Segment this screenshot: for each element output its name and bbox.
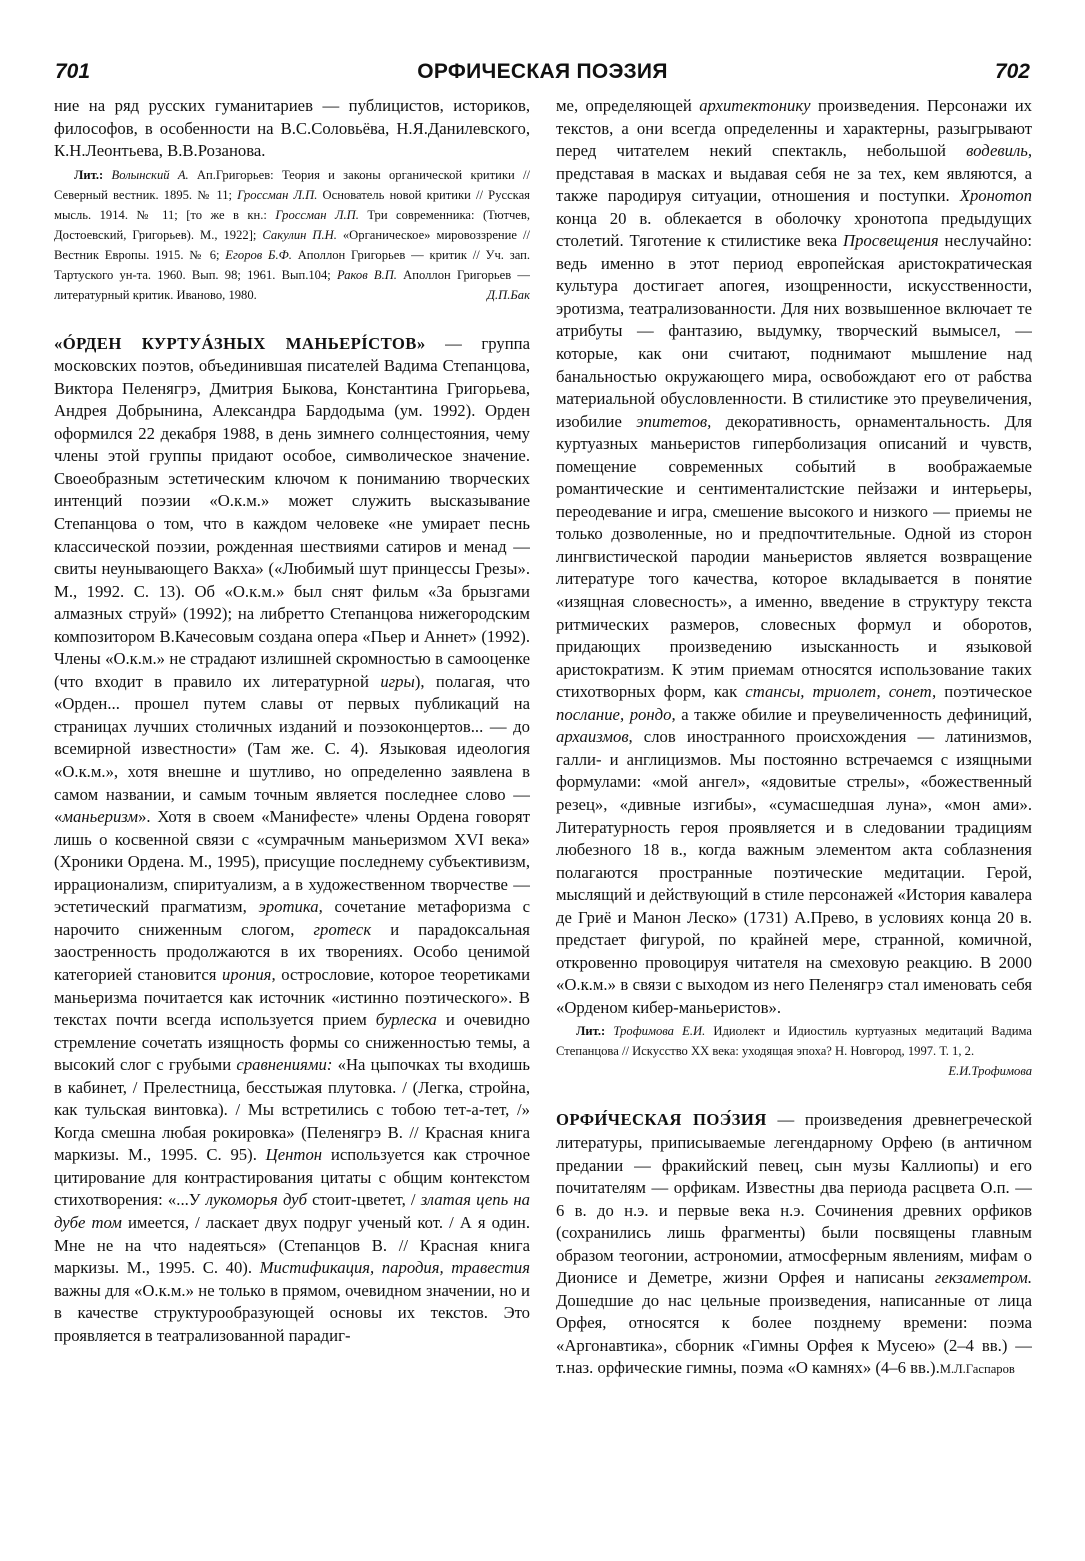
entry-term: стансы, триолет, сонет, <box>745 682 937 702</box>
entry-text: и парадоксальная заостренность продолжаются в их творениях. Особо ценимой категорией становится <box>54 919 530 984</box>
entry-text: ме, определяющей <box>556 96 700 115</box>
entry-term: Центон <box>265 1145 323 1165</box>
bib-text: Три современника: (Тютчев, Достоевский, Григорьев). М., 1922]; <box>54 207 530 242</box>
entry-text: — группа московских поэтов, объединившая писателей Вадима Степанцова, Виктора Пеленягрэ, Дмитрия Быкова, Константина Григорьева, Андрея Добрынина, Александра Бардодыма (ум. 1992). Орден оформился 22 декабря 1988, в день зимнего солнцестояния, чему члены этой группы придают особое, символическое значение. Своеобразным эстетическим ключом к пониманию творческих интенций поэзии «О.к.м.» может служить высказывание Степанцова о том, что в каждом человеке «не умирает песнь классической поэзии, рожденная шествиями сатиров и менад — свиты неунывающего Вакха» («Любимый шут принцессы Грезы». М., 1992. С. 13). Об «О.к.м.» был снят фильм «За брызгами алмазных струй» (1992); на либретто Степанцова нижегородским композитором В.Качесовым создана опера «Пьер и Аннет» (1992). Члены «О.к.м.» не страдают излишней скромностью в самооценке (что входит в правило их литературной <box>54 333 530 691</box>
entry-term: водевиль, <box>966 141 1032 161</box>
entry-text: — произведения древнегреческой литературы, приписываемые легендарному Орфею (в античном предании — фракийский певец, сын музы Каллиопы) и его почитателям — орфикам. Известны два периода расцвета О.п. — 6 в. до н.э. и первые века н.э. Сочинения древних орфиков (сохранились лишь фрагменты) были посвящены главным образом теогонии, астрономии, атмосферным явлениям, мифам о Дионисе и Деметре, жизни Орфея и написаны <box>556 1110 1032 1288</box>
entry-text: ». Хотя в своем «Манифесте» члены Ордена говорят лишь о косвенной связи с «сумрачным маньеризмом XVI века» (Хроники Ордена. М., 1995), присущие последнему субъективизм, иррационализм, спиритуализм, а в художественном творчестве — эстетический прагматизм, <box>54 807 530 917</box>
entry-term: златая цепь на дубе том <box>54 1190 530 1232</box>
bib-text: Аполлон Григорьев — критик // Уч. зап. Тартуского ун-та. 1960. Вып. 98; 1961. Вып.104; <box>54 247 530 282</box>
entry-text: сочетание метафоризма с нарочито сниженным слогом, <box>54 897 530 939</box>
bib-text: Основатель новой критики // Русская мысль. 1914. № 11; [то же в кн.: <box>54 187 530 222</box>
bib-author: Раков В.П. <box>336 267 397 282</box>
entry-text: остроcловие, которое теоретиками маньеризма почитается как источник «истинно поэтического». В текстах почти всегда используется прием <box>54 964 530 1030</box>
bib-author: Гроссман Л.П. <box>237 187 318 202</box>
entry-continuation <box>556 95 1032 1019</box>
left-column <box>54 95 530 1535</box>
lit-label: Лит.: <box>74 167 104 182</box>
entry-term: гротеск <box>313 919 372 939</box>
bibliography-2 <box>556 1021 1032 1081</box>
entry-headword: ОРФИ́ЧЕСКАЯ ПОЭ́ЗИЯ <box>556 1110 767 1130</box>
entry-headword: «ÓРДЕН КУРТУÁЗНЫХ МАНЬЕРÍСТОВ» <box>54 333 426 353</box>
bib-text: «Органическое» мировоззрение // Вестник Европы. 1915. № 6; <box>54 227 530 262</box>
running-title: ОРФИЧЕСКАЯ ПОЭЗИЯ <box>417 60 668 83</box>
entry-text: произведения. Персонажи их текстов, а они всегда определенны и характерны, разыгрывают перед читателем некий спектакль, небольшой <box>556 96 1032 161</box>
entry-text: неслучайно: ведь именно в этот период европейская аристократическая культура достигает апогея, изощренности, искусственности, эротизма, театрализованности. Для них возвышенное включает те атрибуты — фантазию, выдумку, творческий вымысел, — которые, как они считают, поднимают мышление над банальностью окружающего мира, освобождают его от рабства материальной обусловленности. В стилистике это преувеличения, изобилие <box>556 231 1032 431</box>
bib-author: Гроссман Л.П. <box>275 207 359 222</box>
entry-text: и очевидно стремление сочетать изящность формы со сниженностью темы, а высокий слог с грубыми <box>54 1010 530 1075</box>
entry-text: ), полагая, что «Орден... прошел путем славы от первых публикаций на страницах лучших столичных изданий и поэзоконцертов... — до всемирной известности» (Там же. С. 4). Языковая идеология «О.к.м.», хотя внешне и шутливо, но определенно заявлена в самом названии, и самым точным является последнее слово — « <box>54 671 530 827</box>
entry-text: представая в масках и выдавая себя не за тех, кем являются, а также пародируя ситуации, отношения и поступки. <box>556 163 1032 206</box>
entry-term: ирония, <box>222 964 276 984</box>
entry-text: Дошедшие до нас цельные произведения, написанные от лица Орфея, относятся к более позднему времени: поэма «Аргонавтика», сборник «Гимны Орфея к Мусею» (2–4 вв.) — т.наз. орфические гимны, поэма «О камнях» (4–6 вв.). <box>556 1290 1032 1378</box>
entry-term: лукоморья дуб <box>205 1190 307 1210</box>
bibliography-1 <box>54 165 530 305</box>
entry-term: сравнениями: <box>236 1055 333 1075</box>
entry-term: архаизмов, <box>556 727 633 747</box>
bib-author: Сакулин П.Н. <box>262 227 337 242</box>
entry-text: используется как строчное цитирование для контрастирования цитаты с общим контекстом стихотворения: «...У <box>54 1145 530 1210</box>
entry-term: Хронотоп <box>959 186 1032 206</box>
author-signature: М.Л.Гаспаров <box>939 1362 1015 1377</box>
entry-text: поэтическое <box>936 682 1032 702</box>
entry-term: бурлеска <box>375 1010 437 1030</box>
entry-text: а также обилие и преувеличенность дефиниций, <box>675 704 1032 724</box>
entry-text: «На цыпочках ты входишь в кабинет, / Прелестница, бесстыжая плутовка. / (Легка, стройна, как тульская винтовка). / Мы встретились с тобою тет-а-тет, /» Когда смешна любая рокировка» (Пеленягрэ В. // Красная книга маркизы. М., 1995. С. 95). <box>54 1055 530 1165</box>
right-column <box>556 95 1032 1535</box>
entry-term: игры <box>380 671 415 691</box>
bib-author: Волынский А. <box>111 167 189 182</box>
page-number-right: 702 <box>994 60 1030 83</box>
continued-paragraph: ние на ряд русских гуманитариев — публицистов, историков, философов, в особенности на В.С.Соловьёва, Н.Я.Данилевского, К.Н.Леонтьева, В.В.Розанова. <box>54 96 530 161</box>
entry-text: декоративность, орнаментальность. Для куртуазных маньеристов гиперболизация описаний и чувств, помещение современных событий в воображаемые романтические и сентименталистские пейзажи и интерьеры, переодевание и игра, смешение высокого и низкого — приемы не только дозволенные, но и предпочтительные. Одной из сторон лингвистической пародии маньеристов является возвращение литературе того качества, которое вкладывается в понятие «изящная словесность», а именно, введение в структуру текста ритмических размеров, словесных формул и оборотов, придающих произведению изысканность и языковой аристократизм. К этим приемам относятся использование таких стихотворных форм, как <box>556 411 1032 702</box>
bib-author: Трофимова Е.И. <box>613 1024 706 1039</box>
entry-term: Мистификация, пародия, травестия <box>259 1258 530 1278</box>
entry-order-of-courtly-mannerists <box>54 333 530 1348</box>
entry-term: гекзаметром. <box>934 1268 1032 1288</box>
entry-term: маньеризм <box>62 807 139 827</box>
bib-text: Ап.Григорьев: Теория и законы органической критики // Северный вестник. 1895. № 11; <box>54 167 530 202</box>
author-signature: Д.П.Бак <box>486 287 530 302</box>
author-signature: Е.И.Трофимова <box>948 1064 1032 1079</box>
entry-term: эротика, <box>258 897 323 917</box>
entry-text: имеется, / ласкает двух подруг ученый кот. / А я один. Мне не на что надеяться» (Степанцов В. // Красная книга маркизы. М., 1995. С. 40). <box>54 1212 530 1278</box>
entry-term: послание, рондо, <box>556 704 676 724</box>
bib-text: Идиолект и Идиостиль куртуазных медитаций Вадима Степанцова // Искусство XX века: уходящая эпоха? Н. Новгород, 1997. Т. 1, 2. <box>556 1024 1032 1059</box>
entry-term: эпитетов, <box>636 411 712 431</box>
bib-author: Егоров Б.Ф. <box>225 247 292 262</box>
page-number-left: 701 <box>55 60 91 83</box>
entry-text: важны для «О.к.м.» не только в прямом, очевидном значении, но и в качестве структурообразующей основы их текстов. Это проявляется в театрализованной парадиг- <box>54 1280 530 1345</box>
entry-orphic-poetry <box>556 1109 1032 1380</box>
entry-term: архитектонику <box>699 96 811 115</box>
entry-text: стоит-цветет, / <box>306 1190 421 1210</box>
lit-label: Лит.: <box>576 1024 606 1039</box>
entry-term: Просвещения <box>843 231 939 251</box>
bib-text: Аполлон Григорьев — литературный критик. Иваново, 1980. <box>54 267 530 302</box>
entry-text: конца 20 в. облекается в оболочку хронотопа предыдущих столетий. Тяготение к стилистике века <box>556 208 1032 251</box>
entry-text: слов иностранного происхождения — латинизмов, галли- и англицизмов. Мы постоянно встречаемся с изящными формулами: «мой ангел», «ядовитые стрелы», «божественный резец», «дивные изгибы», «сумасшедшая луна», «мон ами». Литературность героя проявляется и в следовании традициям любезного 18 в., когда важным элементом акта соблазнения полагаются пространные поэтические медитации. Герой, мыслящий и действующий в стиле персонажей «История кавалера де Гриё и Манон Леско» (1731) А.Прево, в условиях конца 20 в. предстает фигурой, по крайней мере, странной, комичной, откровенно провоцируя читателя на смеховую реакцию. В 2000 «О.к.м.» в связи с выходом из него Пеленягрэ стал именовать себя «Орденом кибер-маньеристов». <box>556 727 1032 1017</box>
running-header <box>55 58 1030 90</box>
